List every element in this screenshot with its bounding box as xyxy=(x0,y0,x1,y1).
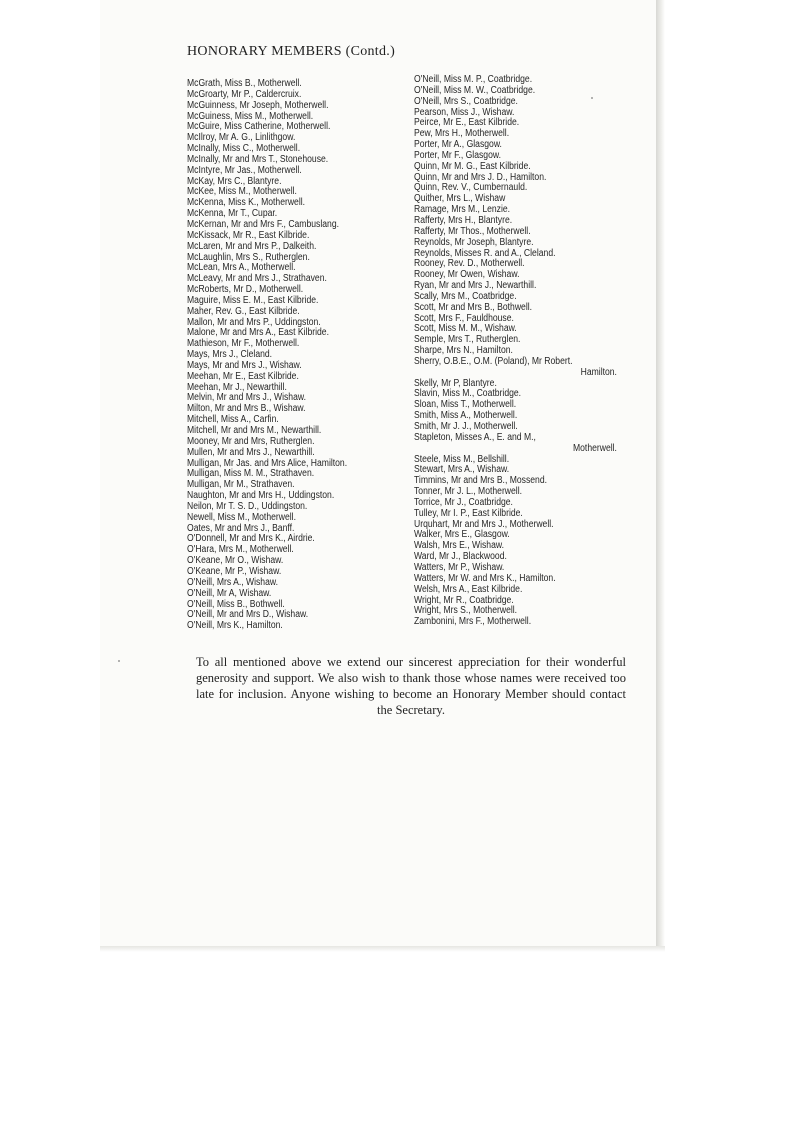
member-name: Newell, Miss M., Motherwell. xyxy=(187,511,296,523)
member-name: Peirce, Mr E., East Kilbride. xyxy=(414,117,520,129)
member-name: McLaren, Mr and Mrs P., Dalkeith. xyxy=(187,240,317,252)
member-name: Mulligan, Mr Jas. and Mrs Alice, Hamilton. xyxy=(187,457,348,469)
member-name: Rooney, Mr Owen, Wishaw. xyxy=(414,269,520,281)
page-heading: HONORARY MEMBERS (Contd.) xyxy=(187,44,396,59)
member-name: O'Keane, Mr O., Wishaw. xyxy=(187,555,284,567)
member-name: Porter, Mr A., Glasgow. xyxy=(414,139,502,151)
member-entry xyxy=(414,617,617,628)
member-name: Walsh, Mrs E., Wishaw. xyxy=(414,540,505,552)
member-name: Steele, Miss M., Bellshill. xyxy=(414,453,510,465)
member-name: Pew, Mrs H., Motherwell. xyxy=(414,128,510,140)
member-name: Slavin, Miss M., Coatbridge. xyxy=(414,388,522,400)
member-name: O'Neill, Mr and Mrs D., Wishaw. xyxy=(187,609,309,621)
member-name: Rafferty, Mrs H., Blantyre. xyxy=(414,214,513,226)
member-name: Mays, Mrs J., Cleland. xyxy=(187,349,273,361)
member-name: McInally, Miss C., Motherwell. xyxy=(187,143,301,155)
member-name: McKee, Miss M., Motherwell. xyxy=(187,186,297,198)
member-name: Naughton, Mr and Mrs H., Uddingston. xyxy=(187,490,335,502)
member-name: Scott, Mr and Mrs B., Bothwell. xyxy=(414,301,533,313)
member-name: Pearson, Miss J., Wishaw. xyxy=(414,106,515,118)
member-name: O'Neill, Miss M. P., Coatbridge. xyxy=(414,74,533,85)
member-name: O'Keane, Mr P., Wishaw. xyxy=(187,565,282,577)
member-name: Neilon, Mr T. S. D., Uddingston. xyxy=(187,500,308,512)
member-name: Mallon, Mr and Mrs P., Uddingston. xyxy=(187,316,321,328)
member-name: McIlroy, Mr A. G., Linlithgow. xyxy=(187,132,296,144)
page-edge-bottom xyxy=(100,946,665,952)
member-name: Stapleton, Misses A., E. and M., xyxy=(414,431,536,443)
member-name: Sharpe, Mrs N., Hamilton. xyxy=(414,345,513,357)
member-name: O'Neill, Mrs A., Wishaw. xyxy=(187,576,279,588)
member-name: Ryan, Mr and Mrs J., Newarthill. xyxy=(414,280,537,292)
member-name: Mitchell, Mr and Mrs M., Newarthill. xyxy=(187,425,322,436)
member-name: Scott, Miss M. M., Wishaw. xyxy=(414,323,517,335)
member-name: McGrath, Miss B., Motherwell. xyxy=(187,78,302,89)
member-name: Quither, Mrs L., Wishaw xyxy=(414,193,506,205)
member-name: McIntyre, Mr Jas., Motherwell. xyxy=(187,164,302,176)
paper-speck xyxy=(118,660,120,662)
member-name: Sloan, Miss T., Motherwell. xyxy=(414,399,517,411)
member-name: Watters, Mr P., Wishaw. xyxy=(414,561,505,573)
member-name: Meehan, Mr E., East Kilbride. xyxy=(187,370,299,382)
member-name: McLaughlin, Mrs S., Rutherglen. xyxy=(187,251,310,263)
member-name: Oates, Mr and Mrs J., Banff. xyxy=(187,522,295,534)
member-name: Tulley, Mr I. P., East Kilbride. xyxy=(414,507,523,519)
member-name: Smith, Mr J. J., Motherwell. xyxy=(414,421,518,432)
member-name: Mays, Mr and Mrs J., Wishaw. xyxy=(187,359,302,371)
member-name: Mulligan, Mr M., Strathaven. xyxy=(187,479,295,491)
member-name: Semple, Mrs T., Rutherglen. xyxy=(414,334,521,346)
member-name: Torrice, Mr J., Coatbridge. xyxy=(414,496,513,508)
member-name: McLean, Mrs A., Motherwell. xyxy=(187,262,296,274)
member-name: Mulligan, Miss M. M., Strathaven. xyxy=(187,468,315,480)
member-name: Ramage, Mrs M., Lenzie. xyxy=(414,204,511,216)
member-name: Malone, Mr and Mrs A., East Kilbride. xyxy=(187,327,329,339)
member-name: Smith, Miss A., Motherwell. xyxy=(414,410,518,422)
member-name: McInally, Mr and Mrs T., Stonehouse. xyxy=(187,153,329,165)
member-name: Walker, Mrs E., Glasgow. xyxy=(414,529,510,541)
member-name: Meehan, Mr J., Newarthill. xyxy=(187,381,287,393)
member-name: Watters, Mr W. and Mrs K., Hamilton. xyxy=(414,572,556,584)
member-name: Wright, Mr R., Coatbridge. xyxy=(414,594,514,606)
member-name: Urquhart, Mr and Mrs J., Motherwell. xyxy=(414,518,554,530)
member-entry xyxy=(414,433,617,455)
member-name: O'Neill, Miss M. W., Coatbridge. xyxy=(414,84,536,96)
closing-note: To all mentioned above we extend our sincerest appreciation for their wonderful generosity and support. We also wish to thank those whose names were received too late for inclusion. Anyone wishing to become an Honorary Member should contact the Secretary. xyxy=(196,655,626,717)
member-name: Maguire, Miss E. M., East Kilbride. xyxy=(187,294,319,306)
member-name: McKay, Mrs C., Blantyre. xyxy=(187,175,282,187)
member-name: Scott, Mrs F., Fauldhouse. xyxy=(414,312,514,324)
member-name-continuation: Hamilton. xyxy=(580,366,617,378)
member-name: Quinn, Mr and Mrs J. D., Hamilton. xyxy=(414,171,547,183)
member-name: Tonner, Mr J. L., Motherwell. xyxy=(414,486,523,498)
member-name: McKenna, Mr T., Cupar. xyxy=(187,208,278,220)
member-name: McGuiness, Miss M., Motherwell. xyxy=(187,110,314,122)
member-name: O'Neill, Miss B., Bothwell. xyxy=(187,598,285,610)
member-name: Rooney, Rev. D., Motherwell. xyxy=(414,258,525,270)
member-name: McLeavy, Mr and Mrs J., Strathaven. xyxy=(187,273,327,285)
member-name: Mooney, Mr and Mrs, Rutherglen. xyxy=(187,435,315,447)
left-member-column xyxy=(187,79,385,632)
member-name: Timmins, Mr and Mrs B., Mossend. xyxy=(414,475,548,487)
member-entry xyxy=(187,621,385,632)
member-name: Reynolds, Misses R. and A., Cleland. xyxy=(414,247,556,259)
member-name: Stewart, Mrs A., Wishaw. xyxy=(414,464,510,476)
member-name: McRoberts, Mr D., Motherwell. xyxy=(187,284,304,296)
right-member-column xyxy=(414,75,617,628)
member-name: Porter, Mr F., Glasgow. xyxy=(414,149,501,161)
member-name: McKernan, Mr and Mrs F., Cambuslang. xyxy=(187,218,339,230)
member-name: Mitchell, Miss A., Carfin. xyxy=(187,414,279,426)
member-name: McKissack, Mr R., East Kilbride. xyxy=(187,229,310,241)
member-name: McGroarty, Mr P., Caldercruix. xyxy=(187,88,302,100)
member-name: O'Hara, Mrs M., Motherwell. xyxy=(187,544,294,556)
member-name: Skelly, Mr P, Blantyre. xyxy=(414,377,497,389)
member-name: Scally, Mrs M., Coatbridge. xyxy=(414,290,517,302)
member-name: Rafferty, Mr Thos., Motherwell. xyxy=(414,225,531,237)
member-name: Mullen, Mr and Mrs J., Newarthill. xyxy=(187,446,315,458)
member-name: Melvin, Mr and Mrs J., Wishaw. xyxy=(187,392,306,404)
member-name: O'Neill, Mrs K., Hamilton. xyxy=(187,620,283,632)
member-name: O'Neill, Mr A, Wishaw. xyxy=(187,587,272,599)
member-name: Zambonini, Mrs F., Motherwell. xyxy=(414,616,532,628)
member-name: Ward, Mr J., Blackwood. xyxy=(414,551,507,563)
member-name: Quinn, Rev. V., Cumbernauld. xyxy=(414,182,528,194)
member-name: Maher, Rev. G., East Kilbride. xyxy=(187,305,300,317)
paper-speck xyxy=(591,97,593,99)
member-name-continuation: Motherwell. xyxy=(572,442,617,454)
member-name: Sherry, O.B.E., O.M. (Poland), Mr Robert. xyxy=(414,355,573,367)
member-name: Wright, Mrs S., Motherwell. xyxy=(414,605,518,617)
member-name: O'Donnell, Mr and Mrs K., Airdrie. xyxy=(187,533,315,545)
member-name: Welsh, Mrs A., East Kilbride. xyxy=(414,583,523,595)
member-name: McGuire, Miss Catherine, Motherwell. xyxy=(187,121,331,133)
member-entry xyxy=(414,357,617,379)
member-name: Mathieson, Mr F., Motherwell. xyxy=(187,338,300,350)
member-name: McKenna, Miss K., Motherwell. xyxy=(187,197,306,209)
member-name: Milton, Mr and Mrs B., Wishaw. xyxy=(187,403,306,415)
page-edge xyxy=(656,0,665,952)
member-name: McGuinness, Mr Joseph, Motherwell. xyxy=(187,99,329,111)
member-name: Quinn, Mr M. G., East Kilbride. xyxy=(414,160,531,172)
member-name: Reynolds, Mr Joseph, Blantyre. xyxy=(414,236,534,248)
member-name: O'Neill, Mrs S., Coatbridge. xyxy=(414,95,518,107)
